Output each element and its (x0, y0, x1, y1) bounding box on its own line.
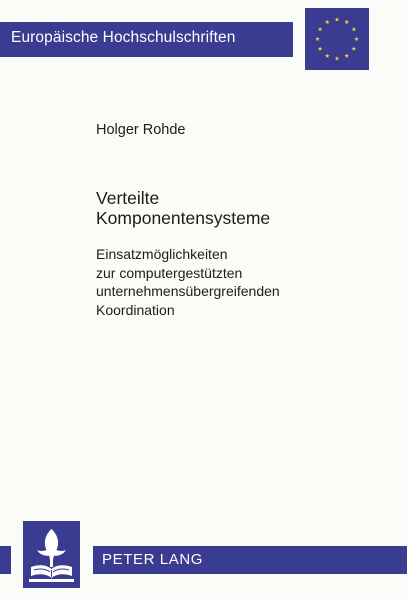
decorative-block (0, 546, 11, 574)
star-icon (352, 46, 357, 50)
book-subtitle-line: zur computergestützten (96, 264, 243, 281)
star-icon (344, 20, 349, 24)
star-icon (315, 37, 320, 41)
star-icon (325, 53, 330, 57)
star-icon (354, 37, 359, 41)
star-icon (325, 20, 330, 24)
author-name: Holger Rohde (96, 122, 186, 138)
eu-stars-flag-icon (305, 8, 369, 70)
star-icon (318, 27, 323, 31)
star-icon (335, 56, 340, 60)
open-book-plant-icon (23, 521, 80, 588)
book-title-line: Verteilte (96, 188, 160, 208)
series-banner (0, 22, 293, 57)
book-subtitle-line: Einsatzmöglichkeiten (96, 246, 228, 262)
star-icon (335, 17, 340, 21)
star-icon (344, 53, 349, 57)
star-icon (318, 46, 323, 50)
publisher-banner (93, 546, 407, 574)
series-title: Europäische Hochschulschriften (11, 29, 236, 46)
star-icon (352, 27, 357, 31)
book-title-line: Komponentensysteme (96, 208, 271, 228)
book-subtitle-line: unternehmensübergreifenden (96, 283, 280, 299)
publisher-name: PETER LANG (102, 551, 204, 568)
book-subtitle-line: Koordination (96, 301, 175, 318)
book-subtitle (96, 245, 280, 319)
book-title (96, 188, 270, 228)
